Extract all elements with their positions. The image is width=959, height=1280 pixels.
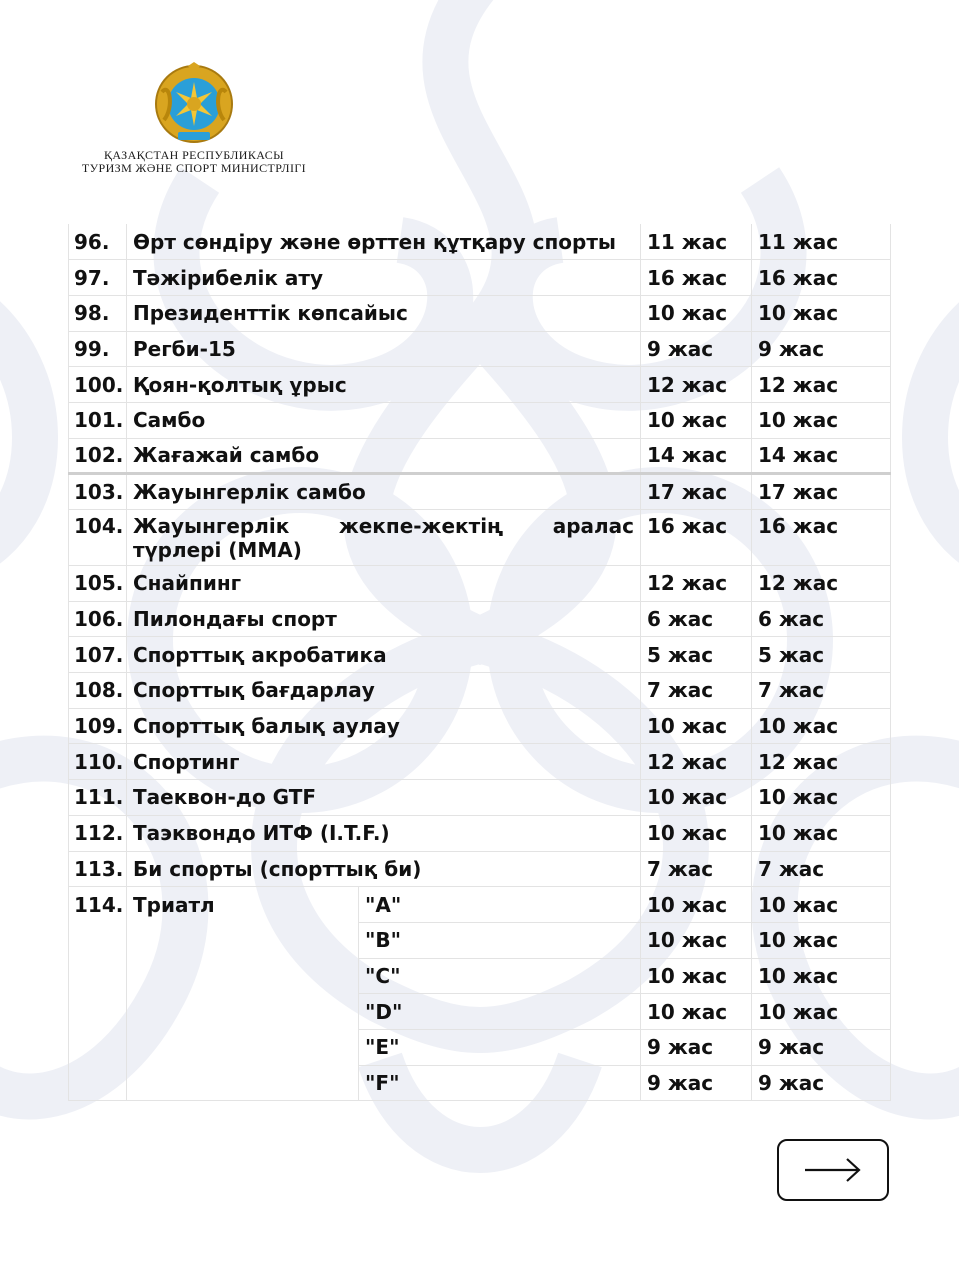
table-row	[69, 260, 891, 296]
sport-name: Самбо	[127, 402, 641, 438]
age-cell-2: 7 жас	[752, 673, 891, 709]
table-row	[69, 331, 891, 367]
sport-name: Би спорты (спорттық би)	[127, 851, 641, 887]
row-number: 99.	[69, 331, 127, 367]
class-label: "F"	[359, 1065, 641, 1101]
age-cell-2: 10 жас	[752, 958, 891, 994]
age-cell-2: 10 жас	[752, 887, 891, 923]
age-cell-1: 10 жас	[641, 958, 752, 994]
table-row	[69, 224, 891, 260]
sport-name: Спортинг	[127, 744, 641, 780]
sports-age-table	[68, 224, 891, 1101]
age-cell-2: 11 жас	[752, 224, 891, 260]
age-cell-2: 9 жас	[752, 1065, 891, 1101]
age-cell-2: 14 жас	[752, 438, 891, 474]
age-cell-2: 12 жас	[752, 566, 891, 602]
table-row	[69, 887, 891, 923]
sport-name: Қоян-қолтық ұрыс	[127, 367, 641, 403]
age-cell-1: 10 жас	[641, 922, 752, 958]
age-cell-1: 5 жас	[641, 637, 752, 673]
class-label: "D"	[359, 994, 641, 1030]
age-cell-1: 16 жас	[641, 510, 752, 566]
table-row	[69, 601, 891, 637]
age-cell-1: 12 жас	[641, 367, 752, 403]
row-number: 105.	[69, 566, 127, 602]
sport-name: Спорттық балық аулау	[127, 708, 641, 744]
age-cell-1: 10 жас	[641, 815, 752, 851]
age-cell-1: 10 жас	[641, 994, 752, 1030]
sport-name: Триатл	[127, 887, 359, 1101]
row-number: 108.	[69, 673, 127, 709]
age-cell-2: 16 жас	[752, 260, 891, 296]
table-row	[69, 637, 891, 673]
ministry-line-1: ҚАЗАҚСТАН РЕСПУБЛИКАСЫ	[103, 148, 285, 162]
row-number: 100.	[69, 367, 127, 403]
age-cell-2: 10 жас	[752, 922, 891, 958]
age-cell-1: 10 жас	[641, 780, 752, 816]
age-cell-2: 10 жас	[752, 708, 891, 744]
table-row	[69, 367, 891, 403]
sport-name: Жағажай самбо	[127, 438, 641, 474]
row-number: 104.	[69, 510, 127, 566]
table-row	[69, 673, 891, 709]
age-cell-1: 10 жас	[641, 887, 752, 923]
sport-name: Спорттық акробатика	[127, 637, 641, 673]
table-row	[69, 780, 891, 816]
table-row	[69, 566, 891, 602]
row-number: 103.	[69, 474, 127, 510]
next-page-button[interactable]	[777, 1139, 889, 1201]
row-number: 109.	[69, 708, 127, 744]
class-label: "E"	[359, 1029, 641, 1065]
row-number: 110.	[69, 744, 127, 780]
row-number: 111.	[69, 780, 127, 816]
age-cell-2: 10 жас	[752, 402, 891, 438]
row-number: 97.	[69, 260, 127, 296]
age-cell-1: 12 жас	[641, 744, 752, 780]
table-row	[69, 402, 891, 438]
row-number: 113.	[69, 851, 127, 887]
sport-name: Президенттік көпсайыс	[127, 295, 641, 331]
arrow-right-icon	[803, 1155, 863, 1185]
ministry-title	[40, 149, 348, 175]
age-cell-1: 10 жас	[641, 402, 752, 438]
sport-name: Тәжірибелік ату	[127, 260, 641, 296]
age-cell-2: 17 жас	[752, 474, 891, 510]
sport-name: Таэквондо ИТФ (I.T.F.)	[127, 815, 641, 851]
sport-name: Жауынгерлік самбо	[127, 474, 641, 510]
age-cell-2: 10 жас	[752, 994, 891, 1030]
age-cell-2: 10 жас	[752, 780, 891, 816]
age-cell-1: 11 жас	[641, 224, 752, 260]
table-row	[69, 438, 891, 474]
table-row	[69, 474, 891, 510]
age-cell-1: 17 жас	[641, 474, 752, 510]
age-cell-1: 9 жас	[641, 1029, 752, 1065]
age-cell-2: 16 жас	[752, 510, 891, 566]
age-cell-1: 10 жас	[641, 708, 752, 744]
table-row	[69, 510, 891, 566]
age-cell-2: 6 жас	[752, 601, 891, 637]
table-row	[69, 295, 891, 331]
kazakhstan-emblem-icon	[152, 62, 236, 146]
age-cell-2: 10 жас	[752, 815, 891, 851]
ministry-line-2: ТУРИЗМ ЖӘНЕ СПОРТ МИНИСТРЛІГІ	[81, 161, 307, 175]
age-cell-1: 9 жас	[641, 331, 752, 367]
age-cell-2: 7 жас	[752, 851, 891, 887]
row-number: 114.	[69, 887, 127, 1101]
age-cell-2: 12 жас	[752, 367, 891, 403]
age-cell-2: 10 жас	[752, 295, 891, 331]
sport-name: Спорттық бағдарлау	[127, 673, 641, 709]
table-row	[69, 744, 891, 780]
row-number: 106.	[69, 601, 127, 637]
row-number: 107.	[69, 637, 127, 673]
age-cell-2: 12 жас	[752, 744, 891, 780]
age-cell-1: 10 жас	[641, 295, 752, 331]
table-row	[69, 708, 891, 744]
table-row	[69, 815, 891, 851]
row-number: 112.	[69, 815, 127, 851]
row-number: 102.	[69, 438, 127, 474]
age-cell-2: 9 жас	[752, 331, 891, 367]
age-cell-1: 16 жас	[641, 260, 752, 296]
age-cell-2: 9 жас	[752, 1029, 891, 1065]
sport-name: Пилондағы спорт	[127, 601, 641, 637]
age-cell-1: 7 жас	[641, 673, 752, 709]
row-number: 96.	[69, 224, 127, 260]
class-label: "C"	[359, 958, 641, 994]
age-cell-1: 7 жас	[641, 851, 752, 887]
table-row	[69, 851, 891, 887]
row-number: 101.	[69, 402, 127, 438]
age-cell-1: 14 жас	[641, 438, 752, 474]
age-cell-1: 12 жас	[641, 566, 752, 602]
age-cell-1: 9 жас	[641, 1065, 752, 1101]
age-cell-2: 5 жас	[752, 637, 891, 673]
row-number: 98.	[69, 295, 127, 331]
sport-name: Снайпинг	[127, 566, 641, 602]
sport-name: Таеквон-до GTF	[127, 780, 641, 816]
age-cell-1: 6 жас	[641, 601, 752, 637]
sport-name: Жауынгерлік жекпе-жектің аралас түрлері (ММА)	[127, 510, 641, 566]
sport-name: Регби-15	[127, 331, 641, 367]
class-label: "A"	[359, 887, 641, 923]
sport-name: Өрт сөндіру және өрттен құтқару спорты	[127, 224, 641, 260]
class-label: "B"	[359, 922, 641, 958]
